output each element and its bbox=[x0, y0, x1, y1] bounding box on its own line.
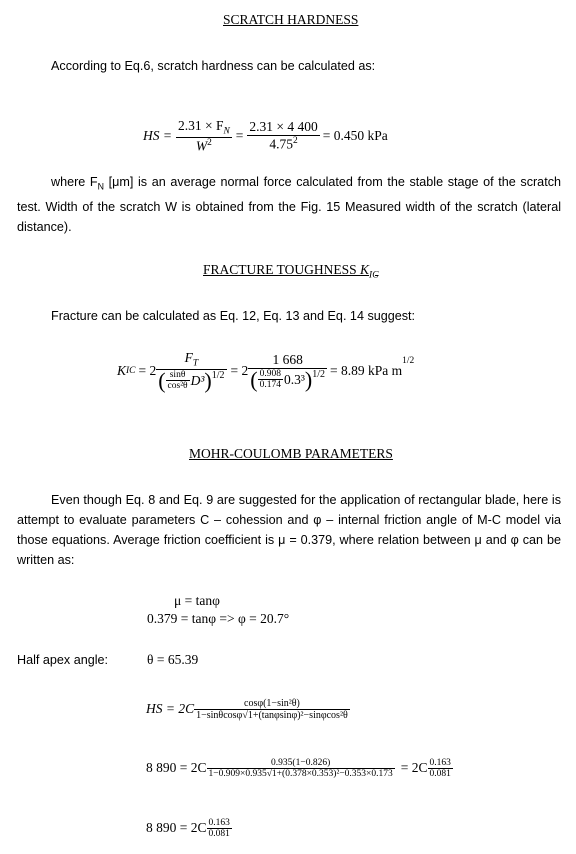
section-title-mohr-coulomb: MOHR-COULOMB PARAMETERS bbox=[189, 446, 393, 461]
final-den: 0.081 bbox=[208, 828, 230, 839]
val-num: 0.935(1−0.826) bbox=[207, 758, 395, 769]
equation-fracture-toughness bbox=[117, 342, 414, 400]
equation-scratch-hardness bbox=[143, 116, 388, 156]
value-fraction bbox=[207, 758, 395, 779]
eq2-b: = 2 bbox=[230, 363, 249, 378]
eq-lhs: HS = bbox=[143, 128, 172, 143]
val-frac-den: 0.081 bbox=[429, 768, 451, 779]
fracture-title-sym: K bbox=[360, 262, 370, 277]
where-rest: [μm] is an average normal force calculated from the stable stage of the scratch test. Width of the scratch W is obtained from the Fig. 15 Measured width of the scratch (lateral distance). bbox=[17, 175, 561, 234]
exp-a: 1/2 bbox=[211, 369, 225, 381]
hs-lhs: HS = 2C bbox=[146, 701, 195, 716]
value-mohr-equation bbox=[146, 750, 453, 786]
value-simplified-fraction bbox=[428, 758, 453, 779]
exp-b: 1/2 bbox=[312, 368, 325, 380]
num-value: 1 668 bbox=[248, 352, 327, 369]
eq-den2-sup: 2 bbox=[293, 136, 298, 147]
fracture-title-sub: IC bbox=[369, 270, 379, 281]
eq-num1: 2.31 × F bbox=[177, 117, 224, 133]
where-sub: N bbox=[97, 181, 104, 192]
theta-equation: θ = 65.39 bbox=[147, 652, 199, 667]
mu-equation: μ = tanφ bbox=[174, 593, 220, 608]
kic-symbol: K bbox=[117, 363, 127, 378]
hs-mohr-equation bbox=[146, 690, 350, 728]
val-inner-den: 0.174 bbox=[259, 380, 281, 390]
fracture-title-prefix: FRACTURE TOUGHNESS bbox=[203, 262, 361, 277]
inner-den: cos²θ bbox=[167, 381, 188, 392]
val-lhs: 8 890 = 2C bbox=[146, 760, 207, 775]
eq-den1-sup: 2 bbox=[207, 137, 212, 148]
final-lhs: 8 890 = 2C bbox=[146, 820, 207, 835]
hs-num: cosφ(1−sin²θ) bbox=[194, 698, 350, 710]
val-frac-num: 0.163 bbox=[429, 757, 451, 768]
final-fraction bbox=[207, 818, 232, 839]
hs-den: 1−sinθcosφ√1+(tanφsinφ)²−sinφcos²θ bbox=[196, 709, 348, 721]
eq-result: = 0.450 kPa bbox=[322, 128, 388, 143]
half-apex-label: Half apex angle: bbox=[17, 653, 109, 667]
fracture-fraction-symbolic: $F_T$ ( $\frac{\sin\theta}{\text{cos²θ}}$ D³ ) $^{1/2}$ bbox=[158, 350, 225, 393]
scratch-where-paragraph bbox=[17, 172, 561, 237]
fracture-fraction-values: 1 668 ( $\frac{0.908}{0.174}$ 0.3³ ) $^{1/2}$ bbox=[250, 351, 325, 392]
mu-value-equation: 0.379 = tanφ => φ = 20.7° bbox=[147, 611, 290, 626]
ft-sub: T bbox=[192, 358, 199, 369]
val-inner-num: 0.908 bbox=[259, 369, 281, 379]
fracture-result: = 8.89 kPa m bbox=[330, 363, 403, 378]
value-inner-fraction bbox=[258, 369, 283, 390]
section-title-fracture-toughness bbox=[203, 262, 378, 281]
kic-sub: IC bbox=[126, 366, 136, 376]
inner-num: sinθ bbox=[166, 370, 190, 381]
final-num: 0.163 bbox=[208, 817, 230, 828]
eq2-a: = 2 bbox=[138, 363, 157, 378]
eq-den1: W bbox=[195, 138, 208, 154]
ft-symbol: F bbox=[184, 350, 193, 366]
fracture-intro: Fracture can be calculated as Eq. 12, Eq. 13 and Eq. 14 suggest: bbox=[51, 309, 416, 323]
val-den: 1−0.909×0.935√1+(0.378×0.353)²−0.353×0.173 bbox=[208, 768, 393, 779]
sin-cos-fraction bbox=[166, 370, 190, 391]
section-title-scratch-hardness: SCRATCH HARDNESS bbox=[223, 12, 359, 27]
d-term: D³ bbox=[190, 372, 205, 388]
eq-num2: 2.31 × 4 400 bbox=[249, 119, 318, 135]
val-eq2: = 2C bbox=[400, 760, 428, 775]
eq-den2: 4.75 bbox=[269, 136, 294, 152]
fracture-result-sup: 1/2 bbox=[402, 356, 415, 366]
eq-fraction-2 bbox=[247, 119, 319, 153]
eq-equal: = bbox=[235, 128, 244, 143]
final-mohr-equation bbox=[146, 812, 232, 844]
scratch-intro: According to Eq.6, scratch hardness can be calculated as: bbox=[51, 59, 376, 73]
eq-fraction-1 bbox=[176, 118, 232, 154]
mohr-paragraph: Even though Eq. 8 and Eq. 9 are suggested for the application of rectangular blade, here is attempt to evaluate parameters C – cohession and φ – internal friction angle of M-C model via those equations. Average friction coefficient is μ = 0.379, where relation between μ and φ can be written as: bbox=[17, 493, 561, 567]
val-term: 0.3³ bbox=[283, 371, 305, 387]
hs-fraction bbox=[194, 698, 350, 721]
eq-num1-sub: N bbox=[223, 126, 230, 137]
where-text: where F bbox=[51, 175, 98, 189]
